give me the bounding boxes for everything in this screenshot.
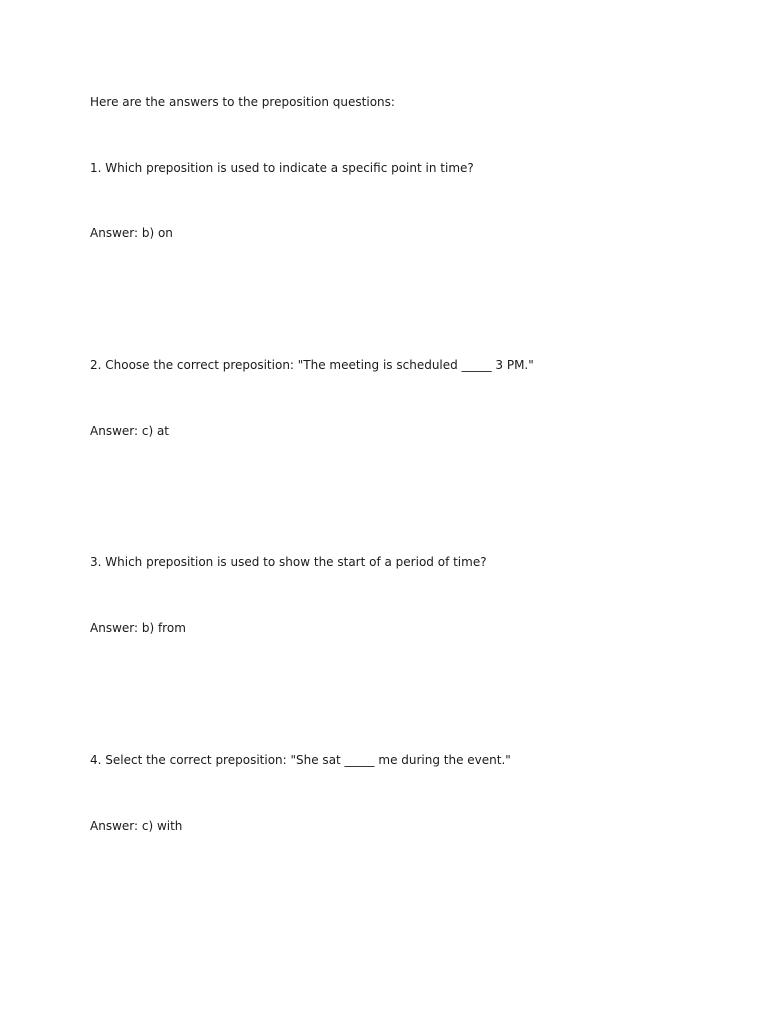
answer-2: Answer: c) at [90,424,169,438]
question-3: 3. Which preposition is used to show the start of a period of time? [90,555,487,569]
question-4: 4. Select the correct preposition: "She sat _____ me during the event." [90,753,511,767]
intro-text: Here are the answers to the preposition questions: [90,95,395,109]
answer-3: Answer: b) from [90,621,186,635]
question-1: 1. Which preposition is used to indicate a specific point in time? [90,161,474,175]
answer-1: Answer: b) on [90,226,173,240]
question-2: 2. Choose the correct preposition: "The meeting is scheduled _____ 3 PM." [90,358,534,372]
answer-4: Answer: c) with [90,819,183,833]
